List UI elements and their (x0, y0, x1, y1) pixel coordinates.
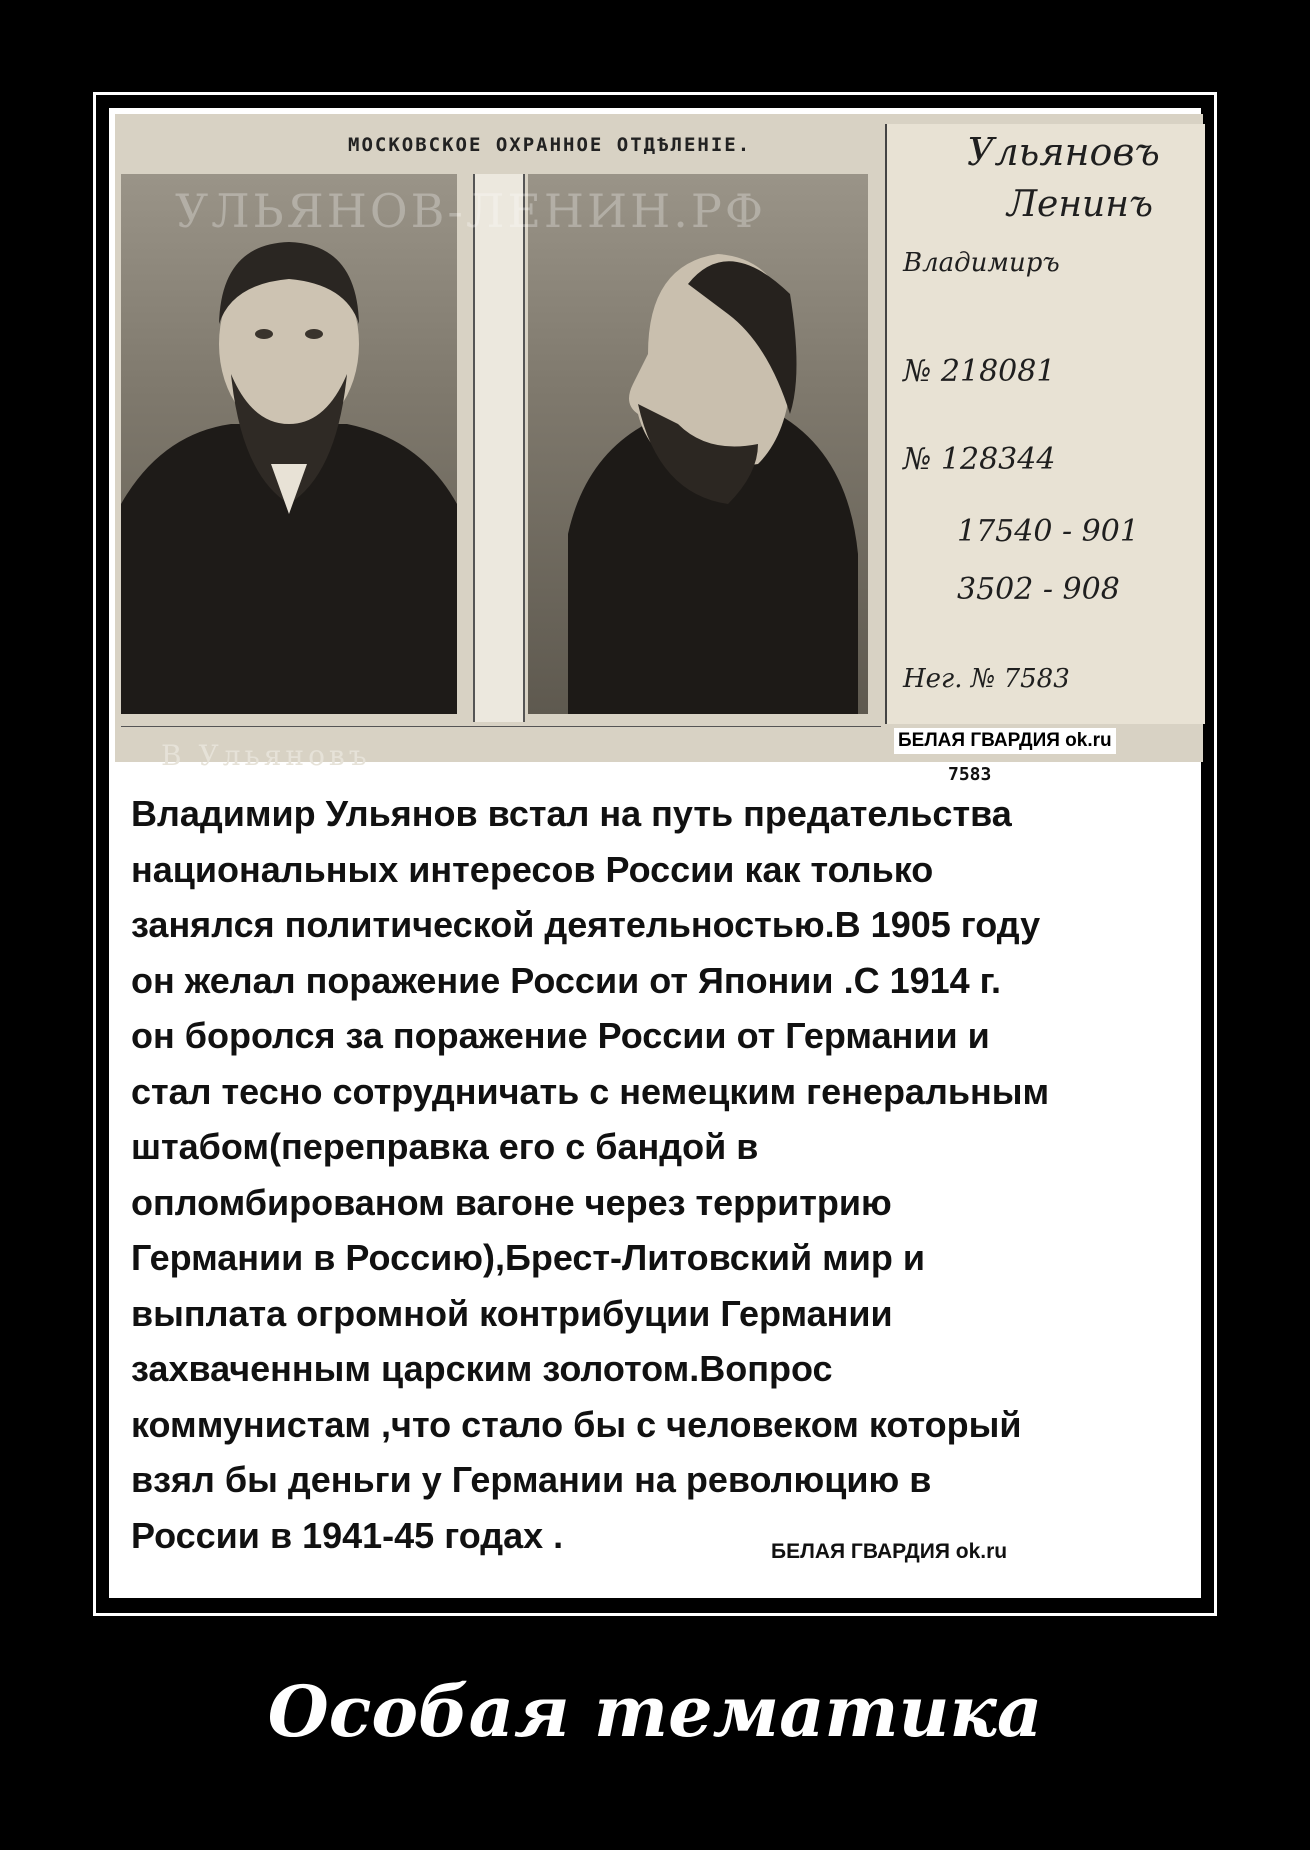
text-line: Владимир Ульянов встал на путь предательства (131, 793, 1012, 834)
note-surname: Ульяновъ (967, 130, 1160, 174)
slogan: Особая тематика (267, 1670, 1043, 1753)
note-alias: Ленинъ (1007, 184, 1153, 225)
front-caption: В Ульяновъ (161, 739, 371, 772)
police-record-photo (115, 114, 1203, 785)
photo-credit: БЕЛАЯ ГВАРДИЯ ok.ru (894, 728, 1116, 754)
front-portrait-figure (121, 174, 457, 714)
measurement-labels (121, 726, 881, 757)
text-line: стал тесно сотрудничать с немецким генеральным (131, 1070, 1050, 1112)
body-text (131, 786, 1191, 1563)
note-number-3: 17540 - 901 (957, 514, 1139, 549)
site-watermark: УЛЬЯНОВ-ЛЕНИН.РФ (175, 184, 767, 238)
record-header: МОСКОВСКОЕ ОХРАННОЕ ОТДѢЛЕНІЕ. (348, 134, 752, 156)
note-number-1: № 218081 (903, 354, 1056, 389)
note-given-name: Владимиръ (903, 248, 1060, 278)
text-line: штабом(переправка его с бандой в (131, 1126, 759, 1167)
text-line: Германии в Россию),Брест-Литовский мир и (131, 1237, 925, 1278)
handwritten-notes (885, 124, 1205, 724)
text-line: взял бы деньги у Германии на революцию в (131, 1459, 932, 1500)
text-line: выплата огромной контрибуции Германии (131, 1292, 893, 1334)
text-credit: БЕЛАЯ ГВАРДИЯ ok.ru (771, 1540, 1008, 1563)
card-number: 7583 (948, 764, 992, 785)
note-number-2: № 128344 (903, 442, 1056, 477)
text-line: он желал поражение России от Японии .С 1914 г. (131, 959, 1002, 1001)
text-line: национальных интересов России как только (131, 848, 934, 890)
front-portrait (121, 174, 457, 772)
text-line: занялся политической деятельностью.В 1905 году (131, 904, 1041, 945)
note-number-4: 3502 - 908 (957, 572, 1120, 607)
mount-divider (473, 174, 525, 722)
text-line: опломбированом вагоне через территрию (131, 1181, 892, 1223)
text-line: захваченным царским золотом.Вопрос (131, 1348, 833, 1389)
text-line: он боролся за поражение России от Германии и (131, 1015, 990, 1056)
poster-panel (105, 104, 1205, 1602)
text-line: России в 1941-45 годах . (131, 1514, 564, 1556)
profile-portrait-figure (528, 174, 868, 714)
text-line: коммунистам ,что стало бы с человеком который (131, 1403, 1022, 1445)
note-negative: Нег. № 7583 (903, 664, 1070, 694)
